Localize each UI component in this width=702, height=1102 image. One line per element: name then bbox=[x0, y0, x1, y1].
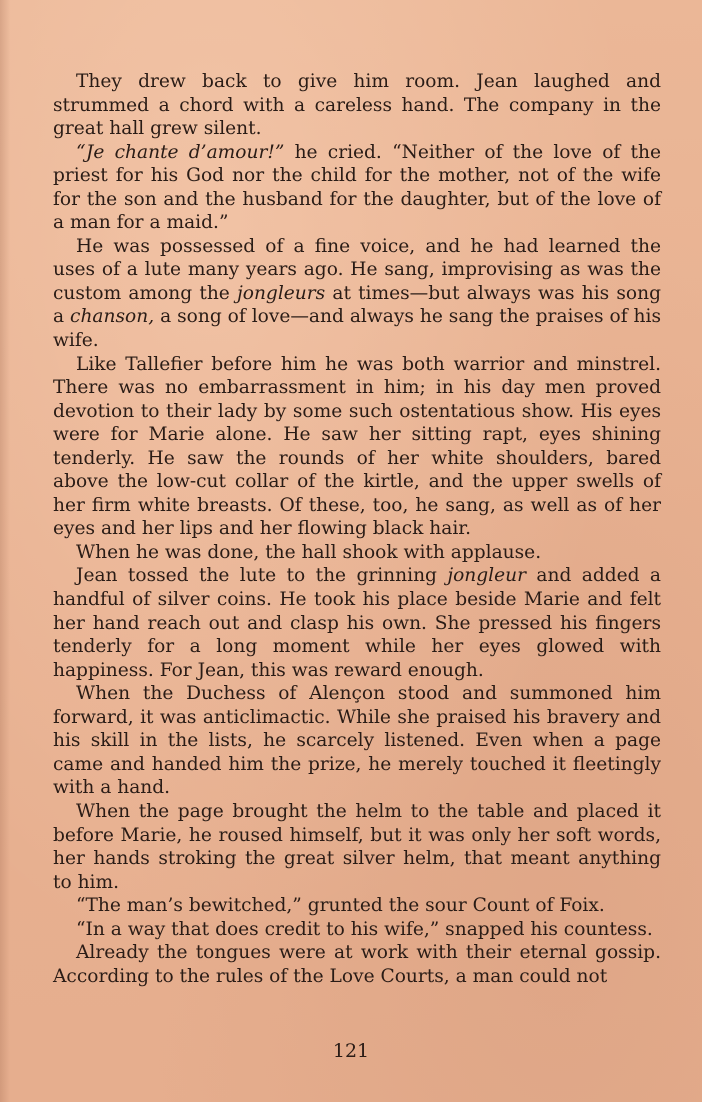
text-run: and added a handful of silver coins. He took his place beside Marie and felt her hand reach out and clasp his own. She pressed his fingers tenderly for a long moment while her eyes glowed with happiness. For Jean, this was reward enough. bbox=[53, 565, 661, 681]
paragraph bbox=[53, 564, 661, 682]
paragraph bbox=[53, 141, 661, 235]
text-run: “The man’s bewitched,” grunted the sour Count of Foix. bbox=[76, 895, 605, 917]
text-run: When the page brought the helm to the table and placed it before Marie, he roused himself, but it was only her soft words, her hands stroking the great silver helm, that meant anything to him. bbox=[53, 800, 661, 893]
text-run: Already the tongues were at work with their eternal gossip. According to the rules of the Love Courts, a man could not bbox=[53, 942, 661, 987]
italic-text-run: jongleurs bbox=[236, 282, 326, 304]
paragraph bbox=[53, 894, 661, 918]
text-run: He was possessed of a fine voice, and he had learned the uses of a lute many years ago. He sang, improvising as was the custom among the bbox=[53, 235, 661, 304]
paragraph bbox=[53, 918, 661, 942]
text-run: “In a way that does credit to his wife,” snapped his countess. bbox=[76, 918, 653, 940]
italic-text-run: “Je chante d’amour!” bbox=[76, 141, 285, 163]
text-run: They drew back to give him room. Jean laughed and strummed a chord with a careless hand. The company in the great hall grew silent. bbox=[53, 71, 661, 140]
page-edge-shadow bbox=[0, 0, 10, 1102]
page-number: 121 bbox=[332, 1040, 370, 1062]
text-run: Like Tallefier before him he was both warrior and minstrel. There was no embarrassment in him; in his day men proved devotion to their lady by some such ostentatious show. His eyes were for Marie alone. He saw her sitting rapt, eyes shining tenderly. He saw the rounds of her white shoulders, bared above the low-cut collar of the kirtle, and the upper swells of her firm white breasts. Of these, too, he sang, as well as of her eyes and her lips and her flowing black hair. bbox=[53, 353, 661, 540]
page-body-text bbox=[53, 70, 661, 988]
text-run: When he was done, the hall shook with applause. bbox=[76, 541, 542, 563]
paragraph bbox=[53, 70, 661, 141]
text-run: at times—but always was his song a bbox=[53, 282, 661, 328]
paragraph bbox=[53, 682, 661, 800]
paragraph bbox=[53, 941, 661, 988]
text-run: Jean tossed the lute to the grinning bbox=[76, 565, 448, 587]
text-run: a song of love—and always he sang the praises of his wife. bbox=[53, 306, 662, 352]
paragraph bbox=[53, 353, 661, 541]
italic-text-run: chanson, bbox=[70, 306, 155, 328]
paragraph bbox=[53, 541, 661, 565]
paragraph bbox=[53, 800, 661, 894]
text-run: he cried. “Neither of the love of the priest for his God nor the child for the mother, not of the wife for the son and the husband for the daughter, but of the love of a man for a maid.” bbox=[53, 141, 661, 234]
text-run: When the Duchess of Alençon stood and summoned him forward, it was anticlimactic. While she praised his bravery and his skill in the lists, he scarcely listened. Even when a page came and handed him the prize, he merely touched it fleetingly with a hand. bbox=[53, 683, 661, 799]
paragraph bbox=[53, 235, 661, 353]
italic-text-run: jongleur bbox=[447, 565, 526, 587]
